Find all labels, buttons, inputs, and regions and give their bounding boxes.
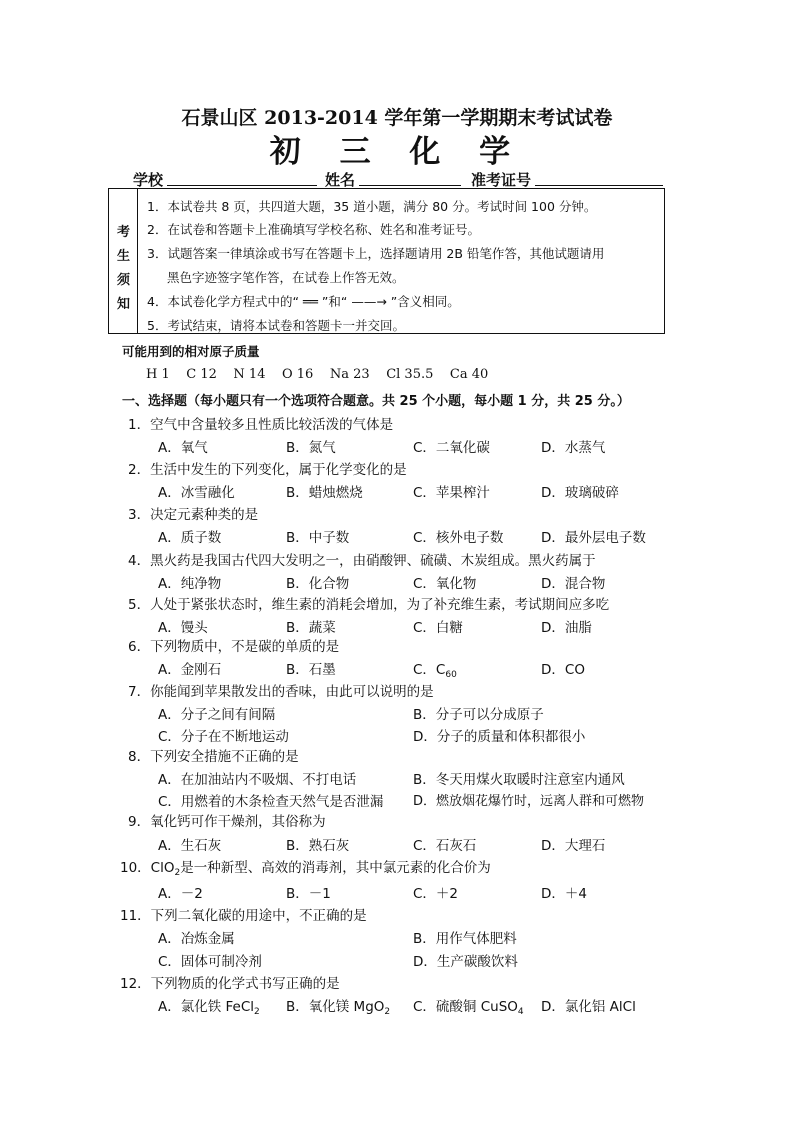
option-c[interactable]: C．固体可制冷剂	[158, 954, 262, 970]
notice-line: 1．本试卷共 8 页，共四道大题，35 道小题，满分 80 分。考试时间 100 分钟。	[147, 199, 597, 214]
option-b-subscript: 2	[384, 1007, 391, 1017]
option-a[interactable]	[158, 995, 260, 1015]
notice-line: 4．本试卷化学方程式中的“ ══ ”和“ ——→ ”含义相同。	[147, 294, 460, 309]
question-stem: 4．黑火药是我国古代四大发明之一，由硝酸钾、硫磺、木炭组成。黑火药属于	[128, 553, 596, 569]
option-a[interactable]: A．质子数	[158, 530, 222, 546]
option-d[interactable]: D．＋4	[541, 886, 587, 902]
option-c[interactable]: C．石灰石	[413, 838, 477, 854]
notice-line: 5．考试结束，请将本试卷和答题卡一并交回。	[147, 318, 405, 333]
name-blank[interactable]	[359, 185, 461, 186]
option-a-subscript: 2	[254, 1007, 260, 1017]
exam-no-label: 准考证号	[471, 171, 532, 189]
option-b[interactable]: B．分子可以分成原子	[413, 707, 544, 723]
option-a-text: A．氯化铁 FeCl	[158, 999, 255, 1015]
notice-line: 3．试题答案一律填涂或书写在答题卡上，选择题请用 2B 铅笔作答，其他试题请用	[147, 246, 605, 261]
option-c-subscript: 60	[445, 670, 457, 680]
option-b[interactable]: B．熟石灰	[286, 838, 350, 854]
question-stem: 11．下列二氧化碳的用途中，不正确的是	[120, 908, 367, 924]
exam-notice-box	[108, 188, 665, 334]
notice-line: 黑色字迹签字笔作答，在试卷上作答无效。	[167, 270, 405, 285]
option-c[interactable]: C．白糖	[413, 620, 463, 636]
option-b[interactable]: B．－1	[286, 886, 331, 902]
section-heading: 一、选择题（每小题只有一个选项符合题意。共 25 个小题，每小题 1 分，共 25 分。）	[122, 394, 630, 409]
atomic-mass-values: H 1 C 12 N 14 O 16 Na 23 Cl 35.5 Ca 40	[146, 367, 489, 382]
exam-subject: 初 三 化 学	[269, 134, 525, 170]
option-d[interactable]: D．燃放烟花爆竹时，远离人群和可燃物	[413, 794, 645, 809]
option-c[interactable]	[413, 658, 457, 678]
option-b[interactable]: B．石墨	[286, 662, 336, 678]
option-b[interactable]: B．冬天用煤火取暖时注意室内通风	[413, 772, 625, 788]
question-stem: 2．生活中发生的下列变化，属于化学变化的是	[128, 462, 407, 478]
option-c[interactable]: C．苹果榨汁	[413, 485, 490, 501]
notice-side-char: 须	[116, 273, 130, 288]
option-c[interactable]: C．二氧化碳	[413, 440, 490, 456]
student-info-line	[133, 169, 663, 189]
option-c-text: C．硫酸铜 CuSO	[413, 999, 518, 1015]
option-c[interactable]: C．核外电子数	[413, 530, 504, 546]
exam-title: 石景山区 2013-2014 学年第一学期期末考试试卷	[181, 107, 613, 129]
option-d[interactable]: D．氯化铝 AlCl	[541, 999, 636, 1015]
option-b[interactable]: B．化合物	[286, 576, 350, 592]
notice-side-label	[109, 189, 138, 333]
notice-side-char: 考	[116, 225, 130, 240]
option-b[interactable]: B．氮气	[286, 440, 336, 456]
option-b[interactable]: B．蔬菜	[286, 620, 336, 636]
notice-side-char: 生	[116, 249, 130, 264]
option-d[interactable]: D．大理石	[541, 838, 606, 854]
option-a[interactable]: A．氧气	[158, 440, 208, 456]
question-stem	[120, 856, 491, 876]
option-b-text: B．氧化镁 MgO	[286, 999, 385, 1015]
question-stem: 5．人处于紧张状态时，维生素的消耗会增加，为了补充维生素，考试期间应多吃	[128, 597, 610, 613]
question-stem: 3．决定元素种类的是	[128, 507, 259, 523]
school-blank[interactable]	[167, 185, 317, 186]
question-stem: 12．下列物质的化学式书写正确的是	[120, 976, 340, 992]
atomic-mass-heading: 可能用到的相对原子质量	[122, 344, 260, 359]
option-a[interactable]: A．馒头	[158, 620, 208, 636]
option-c-text: C．C	[413, 662, 446, 678]
option-d[interactable]: D．混合物	[541, 576, 606, 592]
option-c[interactable]: C．＋2	[413, 886, 459, 902]
notice-line: 2．在试卷和答题卡上准确填写学校名称、姓名和准考证号。	[147, 222, 480, 237]
option-c[interactable]: C．氧化物	[413, 576, 477, 592]
option-c[interactable]: C．用燃着的木条检查天然气是否泄漏	[158, 794, 384, 810]
option-a[interactable]: A．纯净物	[158, 576, 222, 592]
option-d[interactable]: D．玻璃破碎	[541, 485, 619, 501]
option-c[interactable]	[413, 995, 524, 1015]
option-a[interactable]: A．冰雪融化	[158, 485, 235, 501]
option-c[interactable]: C．分子在不断地运动	[158, 729, 289, 745]
option-c-subscript: 4	[517, 1007, 524, 1017]
option-a[interactable]: A．分子之间有间隔	[158, 707, 276, 723]
option-d[interactable]: D．水蒸气	[541, 440, 606, 456]
question-stem-text: 是一种新型、高效的消毒剂，其中氯元素的化合价为	[180, 860, 491, 876]
option-a[interactable]: A．冶炼金属	[158, 931, 235, 947]
school-label: 学校	[133, 171, 164, 189]
question-stem: 1．空气中含量较多且性质比较活泼的气体是	[128, 417, 394, 433]
option-d[interactable]: D．分子的质量和体积都很小	[413, 729, 586, 745]
option-b[interactable]: B．中子数	[286, 530, 350, 546]
name-label: 姓名	[325, 171, 356, 189]
question-stem: 9．氧化钙可作干燥剂，其俗称为	[128, 814, 326, 830]
option-b[interactable]: B．用作气体肥料	[413, 931, 517, 947]
question-stem: 8．下列安全措施不正确的是	[128, 749, 299, 765]
option-a[interactable]: A．－2	[158, 886, 203, 902]
question-stem-subscript: 2	[174, 868, 181, 878]
option-a[interactable]: A．金刚石	[158, 662, 222, 678]
exam-no-blank[interactable]	[535, 185, 663, 186]
option-b[interactable]: B．蜡烛燃烧	[286, 485, 363, 501]
option-b[interactable]	[286, 995, 390, 1015]
option-a[interactable]: A．在加油站内不吸烟、不打电话	[158, 772, 357, 788]
question-stem-text: 10．ClO	[120, 860, 175, 876]
option-d[interactable]: D．CO	[541, 662, 585, 678]
option-d[interactable]: D．生产碳酸饮料	[413, 954, 518, 970]
option-d[interactable]: D．油脂	[541, 620, 592, 636]
question-stem: 6．下列物质中，不是碳的单质的是	[128, 639, 340, 655]
option-d[interactable]: D．最外层电子数	[541, 530, 646, 546]
notice-side-char: 知	[116, 297, 130, 312]
question-stem: 7．你能闻到苹果散发出的香味，由此可以说明的是	[128, 684, 434, 700]
option-a[interactable]: A．生石灰	[158, 838, 222, 854]
